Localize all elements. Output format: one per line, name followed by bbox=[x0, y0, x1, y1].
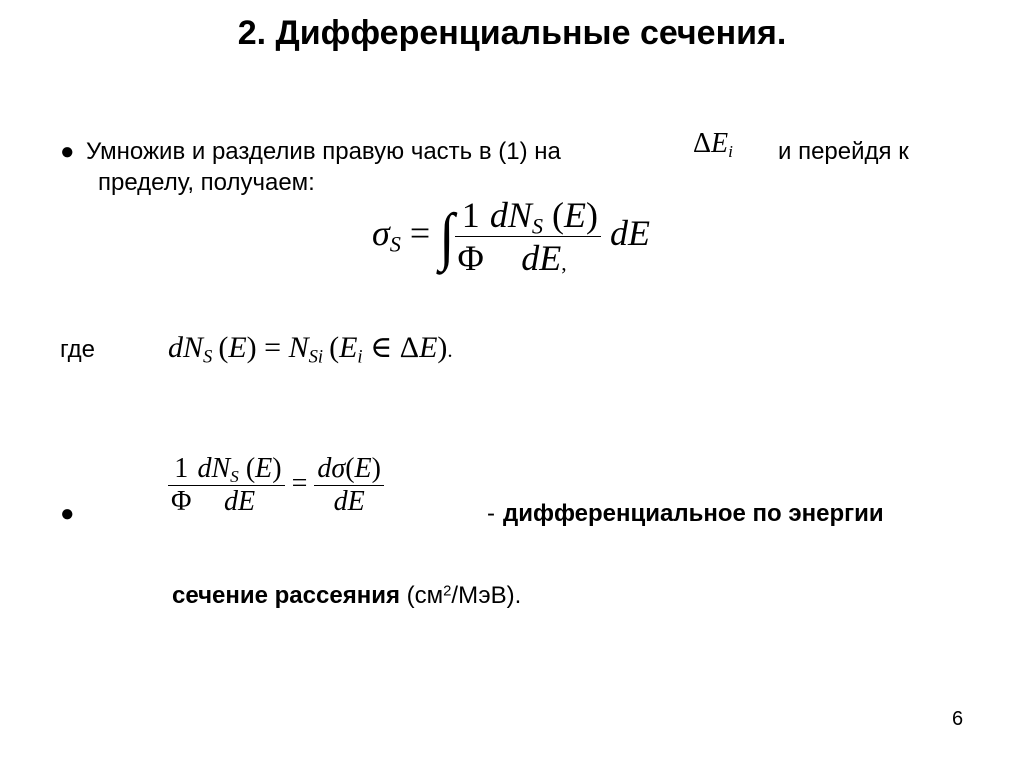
bullet-dot: ● bbox=[60, 138, 75, 165]
sigma-symbol: σ bbox=[372, 212, 390, 253]
page-number: 6 bbox=[952, 708, 964, 730]
integral-sign: ∫ bbox=[439, 200, 455, 273]
bullet-dot-2: ● bbox=[60, 500, 75, 527]
differential-de: dE bbox=[610, 212, 651, 253]
bullet1-text-start: Умножив и разделив правую часть в (1) на bbox=[86, 138, 561, 165]
numerator-dn-s-e: $dN_S$ (E) bbox=[489, 195, 599, 239]
slide-title: 2. Дифференциальные сечения. bbox=[237, 14, 787, 52]
fraction-dsigma-over-de: $\frac{d\sigma(E)}{dE}$ bbox=[314, 453, 384, 518]
index-i: i bbox=[728, 142, 733, 162]
dn-definition-formula: $dN_S$ $(E) = N_{Si}$ ($E_i$ ∈ ΔE). bbox=[168, 331, 453, 368]
where-label: где bbox=[60, 336, 96, 363]
definition-text-bold-2: сечение рассеяния bbox=[172, 582, 400, 609]
units-text: (см bbox=[406, 582, 444, 609]
cross-section-integral-formula bbox=[372, 194, 650, 279]
definition-dash: - bbox=[487, 500, 495, 527]
bullet1-text-continue: и перейдя к bbox=[778, 138, 909, 165]
differential-cross-section-formula: $\frac{1}{\Phi}$ $\frac{dN_S (E)}{dE}$ = $\frac{d\sigma(E)}{dE}$ bbox=[168, 453, 384, 518]
definition-text-line2 bbox=[172, 582, 521, 610]
units-text-end: /МэВ). bbox=[451, 582, 522, 609]
definition-text-bold: дифференциальное по энергии bbox=[503, 500, 884, 527]
fraction-dn-over-de bbox=[487, 194, 601, 279]
numerator-one: 1 bbox=[461, 195, 480, 235]
energy-symbol: E bbox=[711, 128, 729, 159]
equals-sign: = bbox=[409, 212, 431, 253]
sigma-subscript: S bbox=[389, 231, 401, 257]
bullet1-text-end: пределу, получаем: bbox=[98, 169, 315, 196]
denominator-phi: Φ bbox=[455, 236, 487, 279]
fraction-dn-over-de-small: $\frac{dN_S (E)}{dE}$ bbox=[194, 453, 284, 518]
fraction-one-over-phi bbox=[455, 194, 487, 279]
units-exponent: 2 bbox=[443, 583, 452, 600]
fraction-one-over-phi-small: $\frac{1}{\Phi}$ bbox=[168, 453, 194, 518]
delta-e-i-formula bbox=[693, 128, 733, 160]
denominator-de: dE, bbox=[487, 236, 601, 279]
delta-symbol: Δ bbox=[693, 128, 712, 159]
